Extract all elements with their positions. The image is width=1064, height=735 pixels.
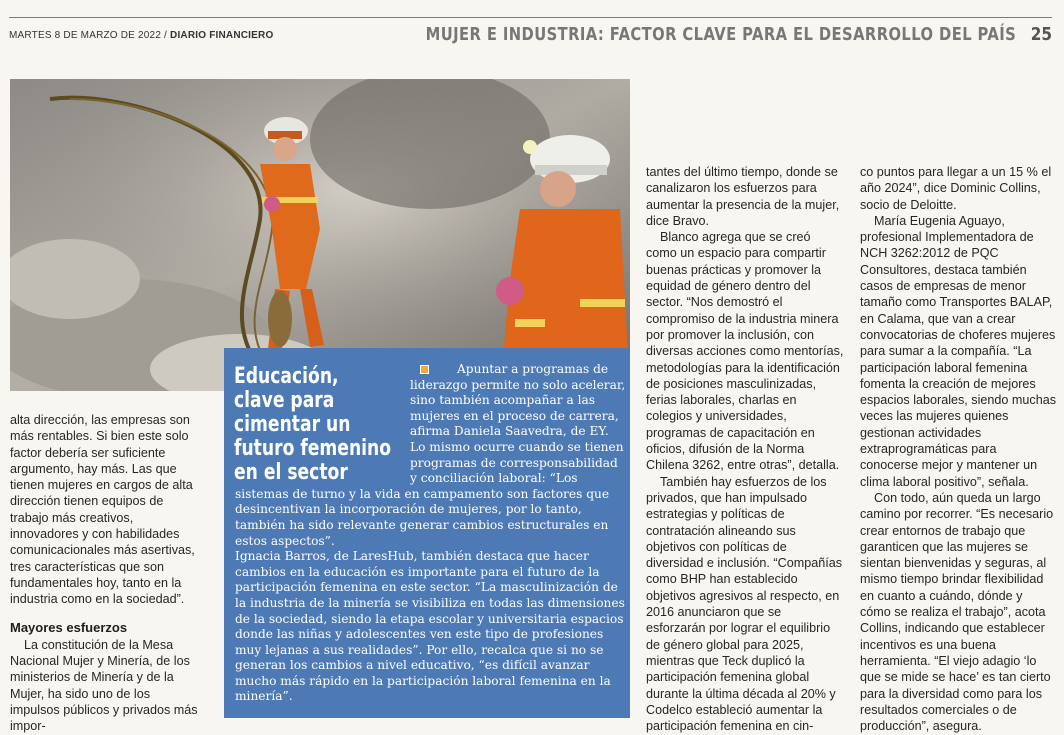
box-title-space [235,362,410,478]
box-paragraph: Ignacia Barros, de LaresHub, también destaca que hacer cambios en la educación es importante para el futuro de la participación femenina en este sector. “La masculinización de la industria de la minería se visibiliza en todas las dimensiones de la sociedad, siendo la etapa escolar y universitaria espacios donde las niñas y adolescentes ven este tipo de profesiones muy lejanas a sus realidades”. Por ello, recalca que si no se generan los cambios a nivel educativo, “es difícil avanzar mucho más rápido en la participación laboral femenina en la minería”. [235,549,625,704]
box-paragraph: Apuntar a programas de liderazgo permite no solo acelerar, sino también acompañar a las mujeres en el proceso de carrera, afirma Daniela Saavedra, de EY. Lo mismo ocurre cuando se tienen programas de corresponsabilidad y conciliación laboral: “Los sistemas de turno y la vida en campamento son factores que desincentivan la incorporación de mujeres, por lo tanto, también ha sido relevante generar cambios estructurales en estos aspectos”. [235,362,626,548]
col1-paragraph: alta dirección, las empresas son más rentables. Si bien este solo factor debería ser suficiente argumento, hay más. Las que tienen mujeres en cargos de alta dirección tienen equipos de trabajo más creativos, innovadores y con habilidades comunicacionales más asertivas, tres características que son fundamentales hoy, tanto en la industria como en la sociedad”. [10,413,195,607]
column-1 [10,412,203,735]
date-text: MARTES 8 DE MARZO DE 2022 / [9,30,168,41]
mine-workers-photo [10,79,630,391]
publication-name: DIARIO FINANCIERO [170,30,274,41]
col4-paragraph: María Eugenia Aguayo, profesional Implementadora de NCH 3262:2012 de PQC Consultores, destaca también casos de empresas de menor tamaño como Transportes BALAP, en Calama, que van a crear convocatorias de choferes mujeres para sumar a la compañía. “La participación laboral femenina fomenta la creación de mejores espacios laborales, siendo muchas veces las mujeres quienes gestionan actividades extraprogramáticas para conocerse mejor y mantener un clima laboral positivo”, señala. [860,213,1057,489]
col1-paragraph: La constitución de la Mesa Nacional Mujer y Minería, de los ministerios de Minería y de la Mujer, ha sido uno de los impulsos públicos y privados más impor- [10,637,198,734]
col4-paragraph: Con todo, aún queda un largo camino por recorrer. “Es necesario crear entornos de trabajo que garanticen que las mujeres se sientan bienvenidas y seguras, al mismo tiempo brindar flexibilidad en cuanto a cuándo, dónde y cómo se realiza el trabajo”, acota Collins, indicando que establecer incentivos es una buena herramienta. “El viejo adagio ‘lo que se mide se hace’ es tan cierto para la diversidad como para los resultados comerciales o de producción”, asegura. [860,490,1054,734]
col3-paragraph: Blanco agrega que se creó como un espacio para compartir buenas prácticas y promover la equidad de género dentro del sector. “Nos demostró el compromiso de la industria minera por promover la inclusión, con diversas acciones como mentorías, metodologías para la identificación de posiciones masculinizadas, ferias laborales, charlas en colegios y universidades, programas de capacitación en oficios, difusión de la Norma Chilena 3262, entre otras”, detalla. [646,230,844,473]
box-marker-icon [420,365,429,374]
col3-paragraph: También hay esfuerzos de los privados, que han impulsado estrategias y políticas de contratación alineando sus objetivos con políticas de diversidad e inclusión. “Compañías como BHP han establecido objetivos agresivos al respecto, en 2016 anunciaron que se esforzarán por lograr el equilibrio de género global para 2025, mientras que Teck duplicó la participación femenina global durante la última década al 20% y Codelco estableció aumentar la participación femenina en cin- [646,474,843,734]
column-3 [646,164,844,734]
col3-paragraph: tantes del último tiempo, donde se canalizaron los esfuerzos para aumentar la presencia de la mujer, dice Bravo. [646,165,840,228]
subhead-mayores-esfuerzos: Mayores esfuerzos [10,619,128,635]
sidebar-box [224,348,630,718]
header-date [9,30,273,41]
section-title: MUJER E INDUSTRIA: FACTOR CLAVE PARA EL DESARROLLO DEL PAÍS [425,24,1016,45]
photo-illustration [10,79,630,391]
box-text [235,362,627,705]
box-title: Educación, clave para cimentar un futuro femenino en el sector [234,364,392,485]
column-4 [860,164,1056,734]
col4-paragraph: co puntos para llegar a un 15 % el año 2024”, dice Dominic Collins, socio de Deloitte. [860,165,1052,212]
page-number: 25 [1030,24,1052,45]
header-rule [9,17,1052,18]
